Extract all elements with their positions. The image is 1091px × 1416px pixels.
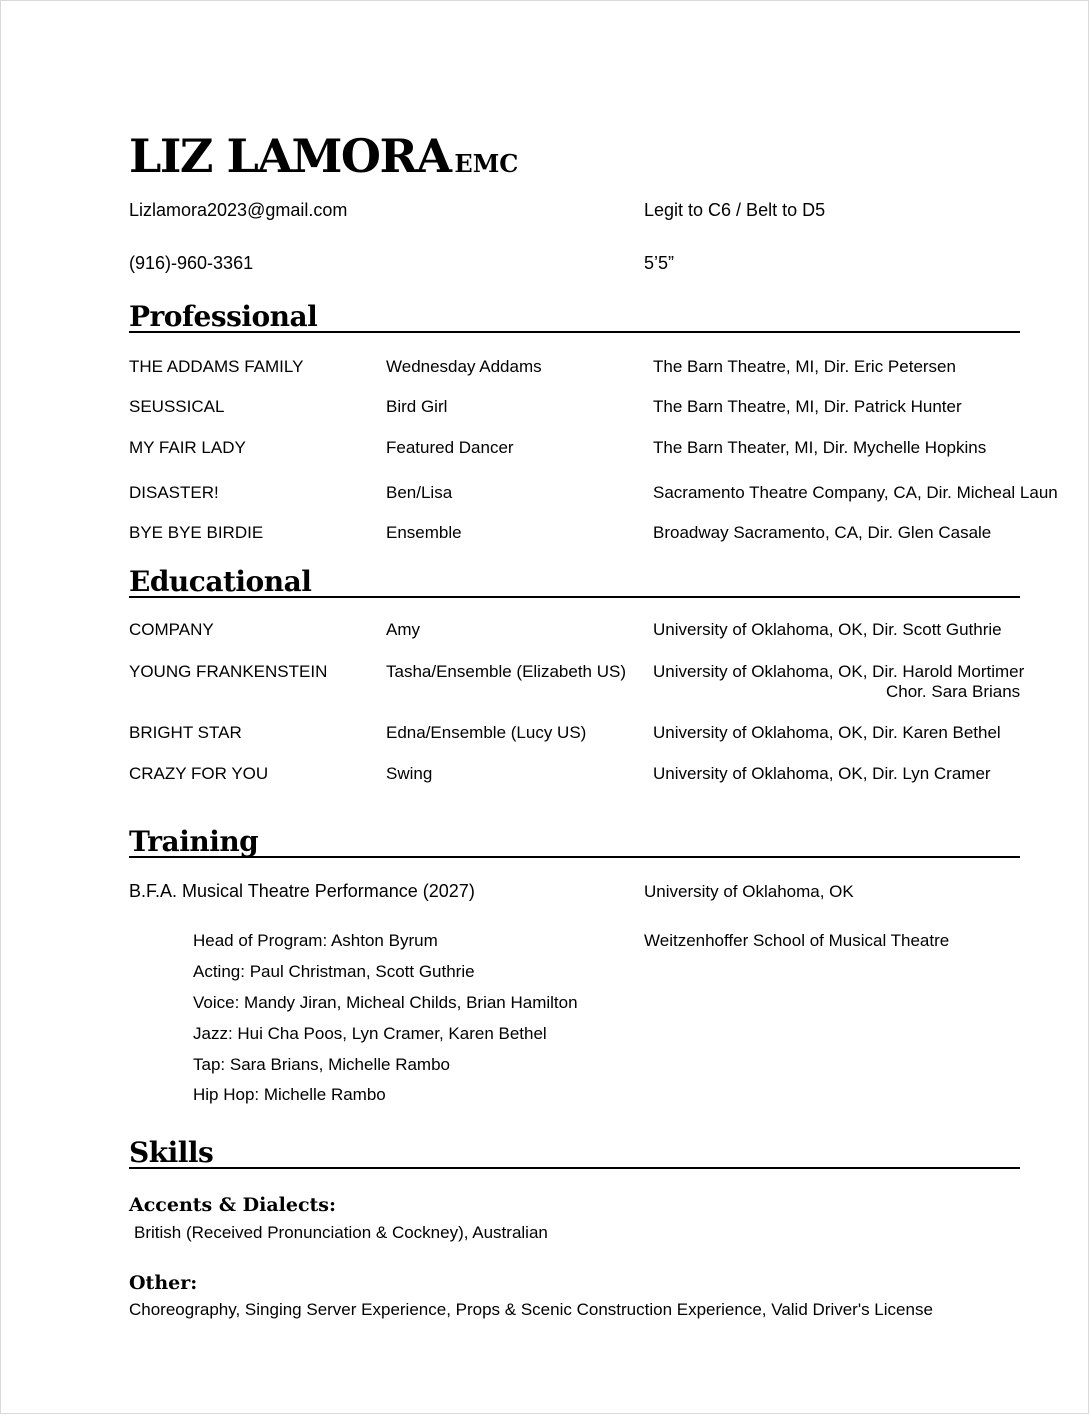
section-professional [129, 297, 1020, 333]
credit-choreographer: Chor. Sara Brians [886, 682, 1021, 701]
section-skills [129, 1133, 1020, 1169]
credit-venue: The Barn Theatre, MI, Dir. Eric Petersen [653, 357, 956, 376]
section-title: Professional [129, 300, 318, 333]
email[interactable]: Lizlamora2023@gmail.com [129, 200, 348, 220]
teacher-line: Head of Program: Ashton Byrum [193, 931, 438, 950]
teacher-line: Hip Hop: Michelle Rambo [193, 1085, 386, 1104]
teacher-line: Voice: Mandy Jiran, Micheal Childs, Brian Hamilton [193, 993, 578, 1012]
section-title: Training [129, 825, 259, 858]
credit-role: Edna/Ensemble (Lucy US) [386, 723, 587, 742]
section-title: Skills [129, 1136, 214, 1169]
credit-show: MY FAIR LADY [129, 438, 246, 457]
section-educational [129, 562, 1020, 598]
credit-show: DISASTER! [129, 483, 219, 502]
credit-venue: The Barn Theater, MI, Dir. Mychelle Hopkins [653, 438, 987, 457]
height: 5’5” [644, 253, 675, 273]
credit-show: CRAZY FOR YOU [129, 764, 269, 783]
credit-role: Tasha/Ensemble (Elizabeth US) [386, 662, 627, 681]
section-training [129, 822, 1020, 858]
other-skills-label: Other: [129, 1272, 198, 1294]
credit-venue: University of Oklahoma, OK, Dir. Karen Bethel [653, 723, 1001, 742]
teacher-line: Jazz: Hui Cha Poos, Lyn Cramer, Karen Bethel [193, 1024, 547, 1043]
vocal-range: Legit to C6 / Belt to D5 [644, 200, 826, 220]
section-title: Educational [129, 565, 312, 598]
union-status: EMC [454, 149, 519, 178]
credit-venue: Broadway Sacramento, CA, Dir. Glen Casale [653, 523, 992, 542]
credit-role: Amy [386, 620, 420, 639]
credit-role: Ben/Lisa [386, 483, 453, 502]
other-skills-list: Choreography, Singing Server Experience, Props & Scenic Construction Experience, Valid Driver's License [129, 1300, 933, 1319]
credit-role: Ensemble [386, 523, 462, 542]
credit-venue: University of Oklahoma, OK, Dir. Lyn Cramer [653, 764, 991, 783]
name-heading [129, 129, 518, 183]
credit-show: THE ADDAMS FAMILY [129, 357, 304, 376]
credit-venue: University of Oklahoma, OK, Dir. Harold Mortimer [653, 662, 1025, 681]
accents-list: British (Received Pronunciation & Cockney), Australian [134, 1223, 548, 1242]
credit-role: Swing [386, 764, 433, 783]
actor-name: LIZ LAMORA [129, 129, 451, 183]
teacher-line: Tap: Sara Brians, Michelle Rambo [193, 1055, 451, 1074]
degree: B.F.A. Musical Theatre Performance (2027) [129, 881, 475, 901]
credit-show: YOUNG FRANKENSTEIN [129, 662, 328, 681]
credit-show: COMPANY [129, 620, 214, 639]
credit-role: Wednesday Addams [386, 357, 542, 376]
program: Weitzenhoffer School of Musical Theatre [644, 931, 950, 950]
credit-venue: Sacramento Theatre Company, CA, Dir. Micheal Laun [653, 483, 1058, 502]
credit-role: Bird Girl [386, 397, 448, 416]
credit-show: SEUSSICAL [129, 397, 225, 416]
credit-show: BRIGHT STAR [129, 723, 242, 742]
credit-show: BYE BYE BIRDIE [129, 523, 264, 542]
school: University of Oklahoma, OK [644, 882, 854, 901]
accents-label: Accents & Dialects: [129, 1194, 337, 1216]
phone[interactable]: (916)-960-3361 [129, 253, 254, 273]
credit-role: Featured Dancer [386, 438, 514, 457]
credit-venue: The Barn Theatre, MI, Dir. Patrick Hunter [653, 397, 962, 416]
teacher-line: Acting: Paul Christman, Scott Guthrie [193, 962, 475, 981]
credit-venue: University of Oklahoma, OK, Dir. Scott Guthrie [653, 620, 1002, 639]
